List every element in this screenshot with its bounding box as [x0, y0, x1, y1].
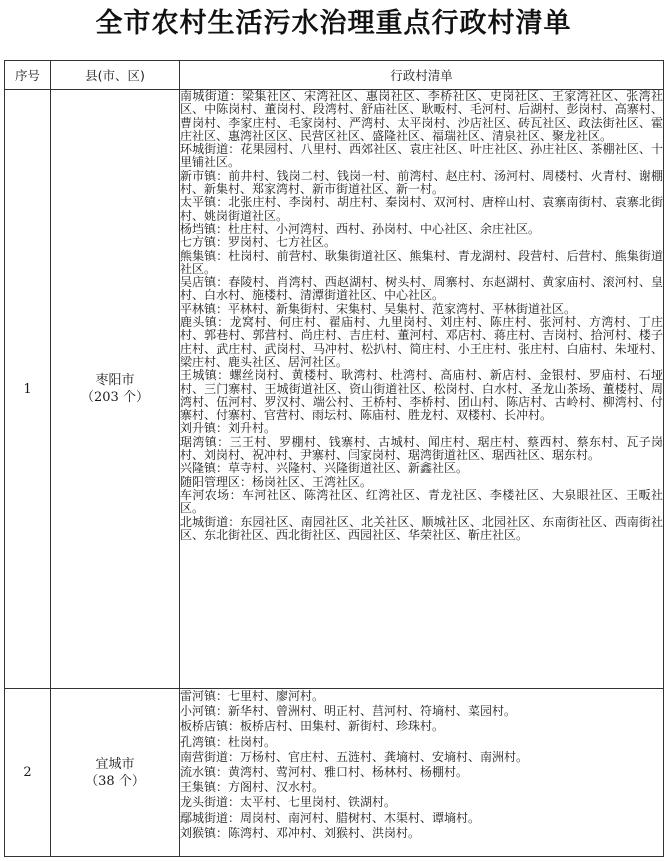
town-entry: 环城街道：花果园村、八里村、西郊社区、袁庄社区、叶庄社区、孙庄社区、茶棚社区、十里铺社区。 [180, 142, 663, 170]
town-entry: 刘升镇：刘升村。 [180, 421, 277, 436]
village-list-cell [180, 90, 664, 689]
town-entry: 随阳管理区：杨岗社区、王湾社区。 [180, 474, 373, 489]
town-entry: 杨垱镇：杜庄村、小河湾村、西村、孙岗村、中心社区、余庄社区。 [180, 221, 541, 236]
row-county [51, 90, 180, 689]
village-list-table [4, 60, 664, 857]
town-entry: 新市镇：前井村、钱岗二村、钱岗一村、前湾村、赵庄村、汤河村、周楼村、火青村、谢棚村、新集村、郑家湾村、新市街道社区、新一村。 [180, 168, 663, 197]
town-entry: 鹿头镇：龙窝村、何庄村、翟庙村、九里岗村、刘庄村、陈庄村、张河村、方湾村、丁庄村、郭巷村、郭营村、尚庄村、吉庄村、董河村、邓店村、蒋庄村、吉岗村、拾河村、楼子庄村、武庄村、武岗村、马冲村、松扒村、简庄村、小王庄村、张庄村、白庙村、朱垭村、梁庄村、鹿头社区、居河社区。 [180, 315, 663, 369]
town-entry: 琚湾镇：三王村、罗棚村、钱寨村、古城村、闻庄村、琚庄村、蔡西村、蔡东村、瓦子岗村、刘岗村、祝冲村、尹寨村、闫家岗村、琚湾街道社区、琚西社区、琚东村。 [180, 434, 663, 463]
header-villages: 行政村清单 [180, 61, 664, 90]
county-name: 宜城市 [95, 756, 135, 772]
county-name: 枣阳市 [95, 373, 135, 388]
town-entry: 刘猴镇：陈湾村、邓冲村、刘猴村、洪岗村。 [180, 825, 421, 840]
village-list-cell [180, 689, 664, 857]
header-seq: 序号 [5, 61, 51, 90]
town-entry: 太平镇：北张庄村、李岗村、胡庄村、秦岗村、双河村、唐梓山村、袁寨南街村、袁寨北街村、姚岗街道社区。 [180, 195, 663, 223]
town-entry: 平林镇：平林村、新集街村、宋集村、吴集村、范家湾村、平林街道社区。 [180, 301, 577, 316]
county-count: （38 个） [85, 773, 145, 789]
town-entry: 雷河镇：七里村、廖河村。 [180, 689, 325, 703]
page-title: 全市农村生活污水治理重点行政村清单 [95, 8, 572, 39]
town-entry: 熊集镇：杜岗村、前营村、耿集街道社区、熊集村、青龙湖村、段营村、后营村、熊集街道社区。 [180, 248, 663, 276]
row-county [51, 689, 180, 857]
county-count: （203 个） [81, 390, 149, 405]
town-entry: 七方镇：罗岗村、七方社区。 [180, 235, 337, 250]
town-entry: 车河农场：车河社区、陈湾社区、红湾社区、青龙社区、李楼社区、大泉眼社区、王畈社区。 [180, 487, 663, 516]
town-entry: 孔湾镇：杜岗村。 [180, 734, 277, 749]
town-entry: 王集镇：方阁村、汉水村。 [180, 780, 325, 795]
table-header-row [5, 61, 664, 90]
town-entry: 龙头街道：太平村、七里岗村、铁湖村。 [180, 795, 397, 810]
row-seq: 1 [5, 90, 51, 689]
table-row-yicheng [5, 689, 664, 857]
town-entry: 吴店镇：春陵村、肖湾村、西赵湖村、树头村、周寨村、东赵湖村、黄家庙村、滚河村、皇村、白水村、施楼村、清潭街道社区、中心社区。 [180, 275, 663, 303]
town-entry: 王城镇：螺丝岗村、黄楼村、耿湾村、杜湾村、高庙村、新店村、金银村、罗庙村、石垭村、三门寨村、王城街道社区、资山街道社区、松岗村、白水村、圣龙山茶场、董楼村、周湾村、伍河村、罗汉村、端公村、王桥村、李桥村、团山村、陈店村、古岭村、柳湾村、付寨村、付寨村、官营村、雨坛村、陈庙村、胜龙村、双楼村、长冲村。 [180, 368, 663, 423]
header-county: 县(市、区) [51, 61, 180, 90]
table-row-zaoyang [5, 90, 664, 689]
town-entry: 流水镇：黄湾村、莺河村、雅口村、杨林村、杨棚村。 [180, 765, 469, 780]
town-entry: 小河镇：新华村、曾洲村、明正村、莒河村、符墒村、菜园村。 [180, 704, 517, 719]
town-entry: 南城街道：梁集社区、宋湾社区、惠岗社区、李桥社区、史岗社区、王家湾社区、张湾社区、中陈岗村、董岗村、段湾村、舒庙社区、耿畈村、毛河村、后湖村、彭岗村、高寨村、曹岗村、李家庄村、毛家岗村、严湾村、太平岗村、沙店社区、砖瓦社区、政法街社区、霍庄社区、惠湾社区区、民营区社区、盛隆社区、福瑞社区、清泉社区、聚龙社区。 [180, 89, 663, 143]
town-entry: 北城街道：东园社区、南园社区、北关社区、顺城社区、北园社区、东南街社区、西南街社区、东北街社区、西北街社区、西园社区、华荣社区、靳庄社区。 [180, 514, 663, 542]
town-entry: 鄢城街道：周岗村、南河村、腊树村、木渠村、谭墒村。 [180, 810, 481, 825]
row-seq: 2 [5, 689, 51, 857]
town-entry: 板桥店镇：板桥店村、田集村、新街村、珍珠村。 [180, 719, 445, 734]
town-entry: 兴隆镇：草寺村、兴隆村、兴隆街道社区、新鑫社区。 [180, 461, 469, 476]
town-entry: 南营街道：万杨村、官庄村、五涟村、龚墒村、安墒村、南洲村。 [180, 749, 529, 764]
